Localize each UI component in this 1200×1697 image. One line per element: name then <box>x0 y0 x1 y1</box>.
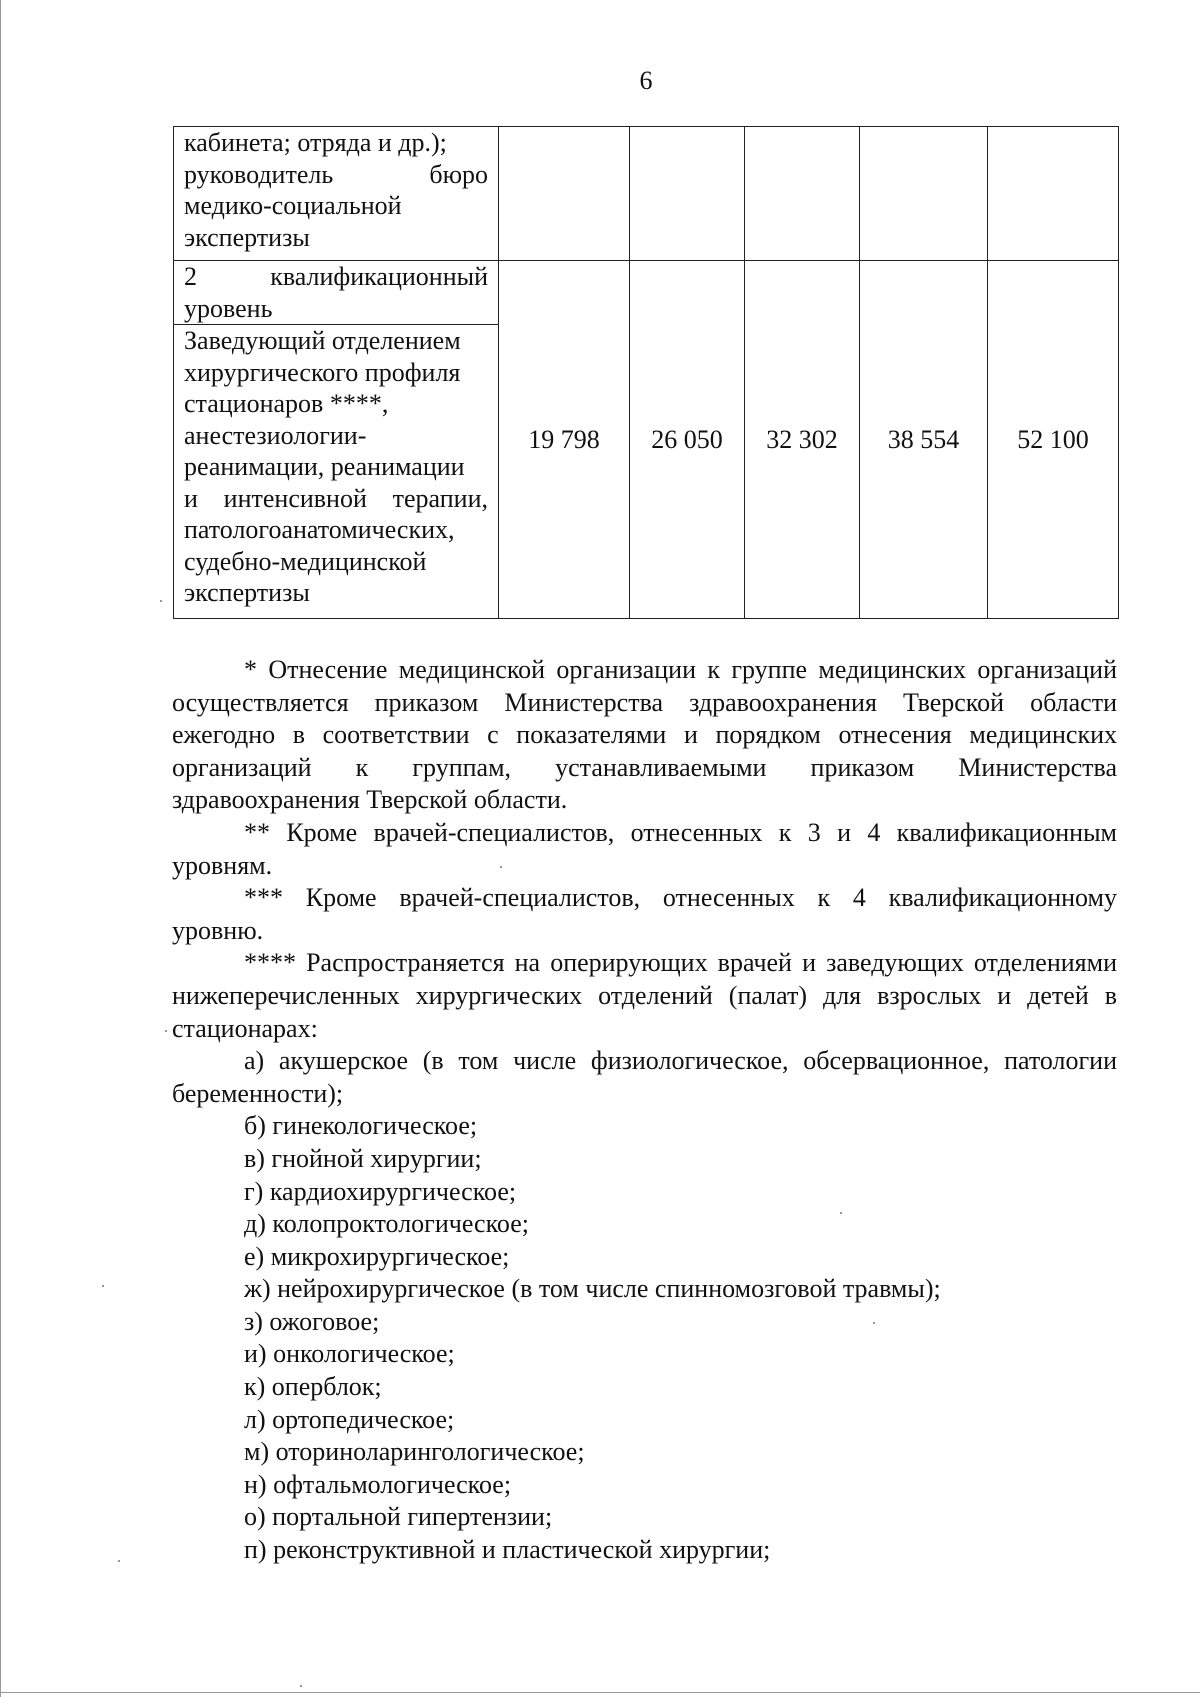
scan-speck <box>160 600 162 602</box>
scan-speck <box>165 1030 167 1032</box>
text-line: патологоанатомических, <box>184 515 455 544</box>
table-row <box>174 261 1119 325</box>
list-item: к) оперблок; <box>244 1372 382 1402</box>
table-cell-empty <box>499 127 630 261</box>
footnotes <box>172 654 1117 1567</box>
table-cell-empty <box>860 127 988 261</box>
text-line: кабинета; отряда и др.); <box>184 128 447 157</box>
table-cell-empty <box>630 127 745 261</box>
list-item: з) ожоговое; <box>244 1306 380 1336</box>
text-line: руководитель бюро <box>184 159 488 189</box>
table-cell-empty <box>988 127 1119 261</box>
table-cell-value: 52 100 <box>988 261 1119 619</box>
page-number: 6 <box>639 66 653 95</box>
list-item: п) реконструктивной и пластической хирургии; <box>244 1535 771 1565</box>
scan-speck <box>102 1285 104 1287</box>
footnote-4: **** Распространяется на оперирующих врачей и заведующих отделениями нижеперечисленных хирургических отделений (палат) для взрослых и детей в стационарах: <box>172 948 1117 1043</box>
list-item: м) оториноларингологическое; <box>244 1437 585 1467</box>
table-cell-value: 38 554 <box>860 261 988 619</box>
scan-edge-bottom <box>0 1692 1200 1693</box>
list-item: в) гнойной хирургии; <box>244 1143 482 1173</box>
scan-speck <box>118 1560 120 1562</box>
table-cell-level-heading <box>174 261 499 325</box>
list-item: б) гинекологическое; <box>244 1111 478 1141</box>
list-item: и) онкологическое; <box>244 1339 455 1369</box>
list-item: а) акушерское (в том числе физиологическое, обсервационное, патологии беременности); <box>172 1046 1117 1108</box>
list-item: о) портальной гипертензии; <box>244 1502 553 1532</box>
text-line: хирургического профиля <box>184 357 461 387</box>
table-cell-position <box>174 325 499 619</box>
text-line: медико-социальной <box>184 191 402 220</box>
list-item: н) офтальмологическое; <box>244 1469 512 1499</box>
text-line: реанимации, реанимации <box>184 452 465 481</box>
table-cell-value: 19 798 <box>499 261 630 619</box>
table-cell-empty <box>745 127 860 261</box>
list-item: л) ортопедическое; <box>244 1404 455 1434</box>
text-line: экспертизы <box>184 578 310 607</box>
footnote-2: ** Кроме врачей-специалистов, отнесенных к 3 и 4 квалификационным уровням. <box>172 817 1117 880</box>
table-cell-continuation <box>174 127 499 261</box>
text-line: 2 квалификационный <box>184 262 488 291</box>
scan-speck <box>500 866 502 868</box>
footnote-1: * Отнесение медицинской организации к группе медицинских организаций осуществляется приказом Министерства здравоохранения Тверской области ежегодно в соответствии с показателями и порядком отнесения медицинских организаций к группам, устанавливаемыми приказом Министерства здравоохранения Тверской области. <box>172 655 1117 815</box>
table-row <box>174 127 1119 261</box>
list-item: ж) нейрохирургическое (в том числе спинномозговой травмы); <box>244 1274 941 1304</box>
list-item: д) колопроктологическое; <box>244 1209 529 1239</box>
table-cell-value: 32 302 <box>745 261 860 619</box>
list-item: г) кардиохирургическое; <box>244 1176 517 1206</box>
list-item: е) микрохирургическое; <box>244 1241 510 1271</box>
text-line: экспертизы <box>184 222 310 252</box>
text-line: Заведующий отделением <box>184 326 461 355</box>
scan-edge-left <box>0 0 1 1697</box>
text-line: стационаров ****, <box>184 389 389 418</box>
text-line: судебно-медицинской <box>184 546 427 576</box>
text-line: анестезиологии- <box>184 420 367 450</box>
table-cell-value: 26 050 <box>630 261 745 619</box>
text-line: уровень <box>184 293 273 323</box>
salary-table <box>173 126 1119 619</box>
scan-speck <box>300 1685 302 1687</box>
scan-speck <box>873 1322 875 1324</box>
text-line: и интенсивной терапии, <box>184 483 488 513</box>
footnote-3: *** Кроме врачей-специалистов, отнесенных к 4 квалификационному уровню. <box>172 883 1117 945</box>
scan-speck <box>840 1212 842 1214</box>
